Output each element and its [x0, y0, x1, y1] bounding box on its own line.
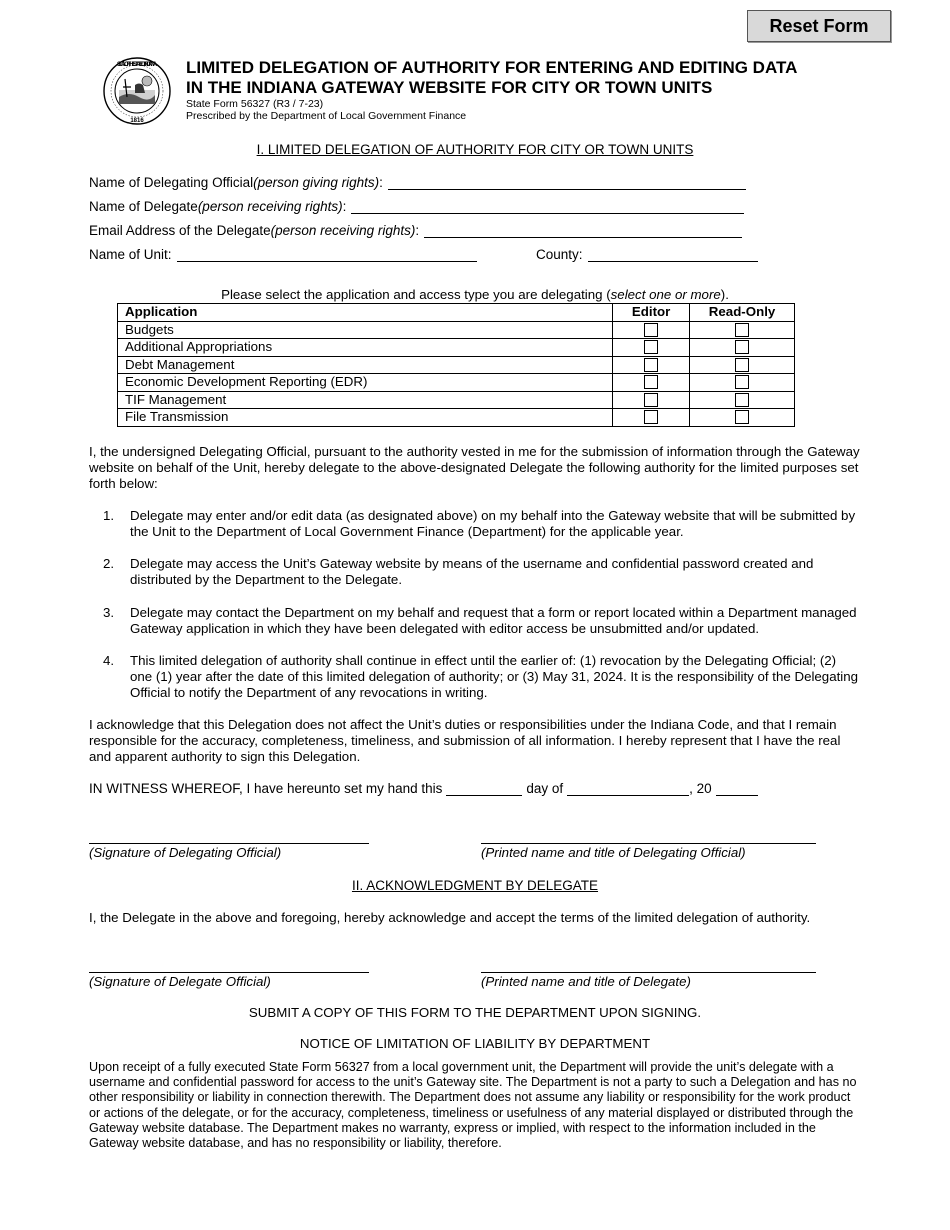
section2-heading: II. ACKNOWLEDGMENT BY DELEGATE: [351, 878, 599, 893]
printed-name-caption: (Printed name and title of Delegating Official): [481, 845, 746, 860]
witness-day-input[interactable]: [446, 781, 522, 796]
col-header-read-only: Read-Only: [690, 304, 795, 322]
form-title-line1: LIMITED DELEGATION OF AUTHORITY FOR ENTERING AND EDITING DATA: [186, 58, 798, 77]
applications-table: [117, 303, 795, 427]
read-only-checkbox[interactable]: [735, 358, 749, 372]
item-number: 3.: [103, 605, 115, 620]
reset-form-button[interactable]: Reset Form: [747, 10, 891, 42]
liability-heading: NOTICE OF LIMITATION OF LIABILITY BY DEPARTMENT: [299, 1036, 651, 1051]
county-row: [536, 244, 758, 262]
witness-row: [89, 778, 758, 796]
delegate-input[interactable]: [351, 199, 744, 214]
col-header-editor: Editor: [613, 304, 690, 322]
col-header-application: Application: [118, 304, 613, 322]
liability-text: Upon receipt of a fully executed State Form 56327 from a local government unit, the Department will provide the unit’s delegate with a username and confidential password for access to the unit’s Gateway site. The Department is not a party to such a Delegation and has no other responsibility or liability in connection therewith. The Department does not assume any liability or responsibility for the work product or actions of the delegate, or for the accuracy, completeness, timeliness or usefulness of any material displayed or distributed through the Gateway website database. The Department makes no warranty, express or implied, with respect to the information included in the Gateway website database, and has no responsibility or liability, therefore.: [89, 1060, 857, 1151]
delegate-acknowledgement: I, the Delegate in the above and foregoing, hereby acknowledge and accept the terms of the limited delegation of authority.: [89, 910, 811, 925]
signature-caption: (Signature of Delegating Official): [89, 845, 282, 860]
unit-input[interactable]: [177, 247, 477, 262]
app-name: Economic Development Reporting (EDR): [118, 374, 613, 392]
delegating-official-note: (person giving rights): [253, 175, 380, 190]
editor-checkbox[interactable]: [644, 340, 658, 354]
app-name: Budgets: [118, 321, 613, 339]
email-note: (person receiving rights): [270, 223, 416, 238]
delegate-signature-line[interactable]: [89, 972, 369, 973]
table-row: [118, 374, 795, 392]
prescribed-by: Prescribed by the Department of Local Government Finance: [186, 110, 467, 122]
acknowledgement-paragraph: I acknowledge that this Delegation does not affect the Unit’s duties or responsibilities under the Indiana Code, and that I remain responsible for the accuracy, completeness, timeliness, and submission of all information. I hereby represent that I have the real and apparent authority to sign this Delegation.: [89, 717, 841, 764]
witness-month-input[interactable]: [567, 781, 689, 796]
table-row: [118, 409, 795, 427]
seal-year: 1816: [130, 118, 144, 124]
select-prompt-pre: Please select the application and access type you are delegating (: [221, 287, 611, 302]
item-text: Delegate may enter and/or edit data (as designated above) on my behalf into the Gateway website that will be submitted by the Unit to the Department of Local Government Finance (Department) for the applicable year.: [130, 508, 856, 539]
indiana-state-seal-logo: [101, 57, 173, 125]
table-row: [118, 321, 795, 339]
editor-checkbox[interactable]: [644, 410, 658, 424]
delegating-official-input[interactable]: [388, 175, 746, 190]
app-name: TIF Management: [118, 391, 613, 409]
printed-name-caption: (Printed name and title of Delegate): [481, 974, 691, 989]
delegating-official-signature-line[interactable]: [89, 843, 369, 844]
email-row: [89, 220, 742, 238]
editor-checkbox[interactable]: [644, 375, 658, 389]
unit-row: [89, 244, 477, 262]
item-text: This limited delegation of authority shall continue in effect until the earlier of: (1) revocation by the Delegating Official; (2) one (1) year after the date of this limited delegation of authority; or (3) May 31, 2024. It is the responsibility of the Delegating Official to notify the Department of any revocations in writing.: [130, 653, 859, 700]
submit-notice: SUBMIT A COPY OF THIS FORM TO THE DEPARTMENT UPON SIGNING.: [248, 1005, 702, 1020]
read-only-checkbox[interactable]: [735, 393, 749, 407]
item-number: 1.: [103, 508, 115, 523]
email-input[interactable]: [424, 223, 742, 238]
witness-year-prefix: , 20: [689, 781, 712, 796]
section1-heading: I. LIMITED DELEGATION OF AUTHORITY FOR CITY OR TOWN UNITS: [256, 142, 694, 157]
delegation-intro: I, the undersigned Delegating Official, pursuant to the authority vested in me for the submission of information through the Gateway website on behalf of the Unit, hereby delegate to the above-designated Delegate the following authority for the limited purposes set forth below:: [89, 444, 860, 491]
seal-top-text: SEAL OF THE STATE OF INDIANA: [117, 62, 157, 68]
item-text: Delegate may contact the Department on my behalf and request that a form or report located within a Department managed Gateway application in which they have been delegated with editor access be unsubmitted and/or updated.: [130, 605, 857, 636]
county-label: County:: [536, 247, 583, 262]
form-title: [186, 58, 797, 98]
table-header-row: [118, 304, 795, 322]
read-only-checkbox[interactable]: [735, 323, 749, 337]
witness-day-of: day of: [526, 781, 564, 796]
app-name: Additional Appropriations: [118, 339, 613, 357]
editor-checkbox[interactable]: [644, 358, 658, 372]
form-title-line2: IN THE INDIANA GATEWAY WEBSITE FOR CITY OR TOWN UNITS: [186, 78, 713, 97]
colon: :: [379, 175, 383, 190]
colon: :: [415, 223, 420, 238]
delegate-printed-name-line[interactable]: [481, 972, 816, 973]
email-label: Email Address of the Delegate: [89, 223, 271, 238]
witness-year-input[interactable]: [716, 781, 758, 796]
app-name: File Transmission: [118, 409, 613, 427]
item-number: 4.: [103, 653, 115, 668]
witness-text: IN WITNESS WHEREOF, I have hereunto set my hand this: [89, 781, 443, 796]
table-row: [118, 356, 795, 374]
app-name: Debt Management: [118, 356, 613, 374]
table-row: [118, 391, 795, 409]
read-only-checkbox[interactable]: [735, 340, 749, 354]
select-prompt-em: select one or more: [610, 287, 721, 302]
delegating-official-printed-name-line[interactable]: [481, 843, 816, 844]
select-prompt-post: ).: [720, 287, 729, 302]
signature-caption: (Signature of Delegate Official): [89, 974, 271, 989]
item-number: 2.: [103, 556, 115, 571]
table-row: [118, 339, 795, 357]
form-number: State Form 56327 (R3 / 7-23): [186, 98, 324, 110]
select-prompt: [0, 287, 950, 302]
delegate-label: Name of Delegate: [89, 199, 198, 214]
editor-checkbox[interactable]: [644, 323, 658, 337]
read-only-checkbox[interactable]: [735, 375, 749, 389]
editor-checkbox[interactable]: [644, 393, 658, 407]
delegate-note: (person receiving rights): [197, 199, 343, 214]
read-only-checkbox[interactable]: [735, 410, 749, 424]
delegating-official-row: [89, 172, 746, 190]
item-text: Delegate may access the Unit’s Gateway website by means of the username and confidential password created and distributed by the Department to the Delegate.: [130, 556, 814, 587]
unit-label: Name of Unit:: [89, 247, 172, 262]
delegate-row: [89, 196, 744, 214]
colon: :: [342, 199, 347, 214]
delegating-official-label: Name of Delegating Official: [89, 175, 254, 190]
county-input[interactable]: [588, 247, 758, 262]
